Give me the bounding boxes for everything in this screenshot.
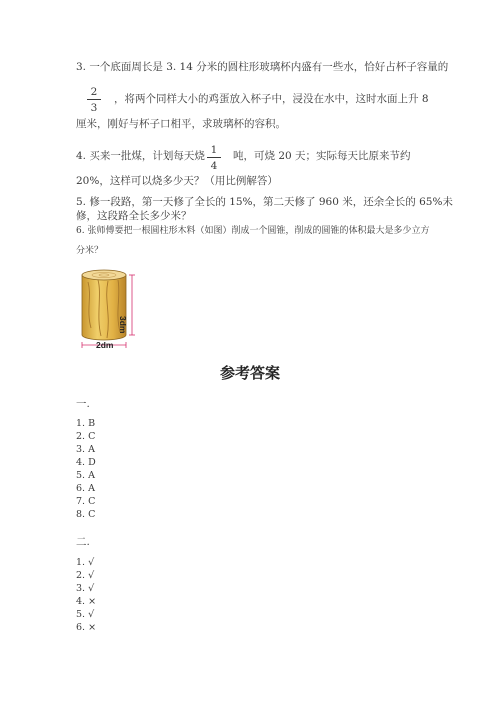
- q4-part1: 4. 买来一批煤，计划每天烧: [76, 150, 205, 162]
- fraction-bar: [207, 157, 221, 158]
- q3-line1: 3. 一个底面周长是 3. 14 分米的圆柱形玻璃杯内盛有一些水，恰好占杯子容量的: [76, 61, 449, 73]
- diameter-label: 2dm: [96, 340, 114, 350]
- answer-item: 6. ×: [76, 622, 97, 633]
- answer-item: 2. √: [76, 570, 95, 581]
- answer-item: 8. C: [76, 509, 96, 520]
- answer-item: 1. B: [76, 418, 96, 429]
- log-top: [82, 270, 126, 280]
- answer-item: 1. √: [76, 557, 95, 568]
- q4-fraction: [207, 144, 221, 172]
- q4-part2: 吨，可烧 20 天；实际每天比原来节约: [233, 150, 411, 162]
- answer-item: 2. C: [76, 431, 96, 442]
- wood-log-figure: [74, 266, 150, 350]
- answer-item: 6. A: [76, 483, 95, 494]
- q3-fraction: [87, 86, 101, 114]
- q5-line2: 修，这段路全长多少米？: [76, 210, 192, 222]
- section1-heading: 一.: [76, 398, 90, 410]
- q5-line1: 5. 修一段路，第一天修了全长的 15%，第二天修了 960 米，还余全长的 65%未: [76, 196, 453, 208]
- q6-line2: 分米？: [76, 246, 104, 256]
- fraction-bar: [87, 99, 101, 100]
- answers-title: 参考答案: [219, 364, 280, 382]
- q3-fraction-numerator: 2: [90, 86, 98, 98]
- answer-item: 7. C: [76, 496, 96, 507]
- answer-item: 5. A: [76, 470, 95, 481]
- q3-fraction-denominator: 3: [90, 102, 98, 114]
- q4-fraction-numerator: 1: [210, 144, 218, 156]
- q3-line3: 厘米，刚好与杯子口相平，求玻璃杯的容积。: [76, 118, 286, 130]
- section2-heading: 二.: [76, 536, 90, 548]
- answer-item: 4. ×: [76, 596, 97, 607]
- answer-item: 3. √: [76, 583, 95, 594]
- q3-line2: ，将两个同样大小的鸡蛋放入杯子中，浸没在水中，这时水面上升 8: [114, 93, 429, 105]
- answer-item: 4. D: [76, 457, 96, 468]
- answer-item: 3. A: [76, 444, 95, 455]
- height-label: 3dm: [118, 316, 128, 334]
- answer-item: 5. √: [76, 609, 95, 620]
- q4-line2: 20%，这样可以烧多少天？（用比例解答）: [76, 175, 278, 187]
- q4-fraction-denominator: 4: [210, 160, 218, 172]
- q6-line1: 6. 张师傅要把一根圆柱形木料（如图）削成一个圆锥，削成的圆锥的体积最大是多少立方: [76, 226, 430, 236]
